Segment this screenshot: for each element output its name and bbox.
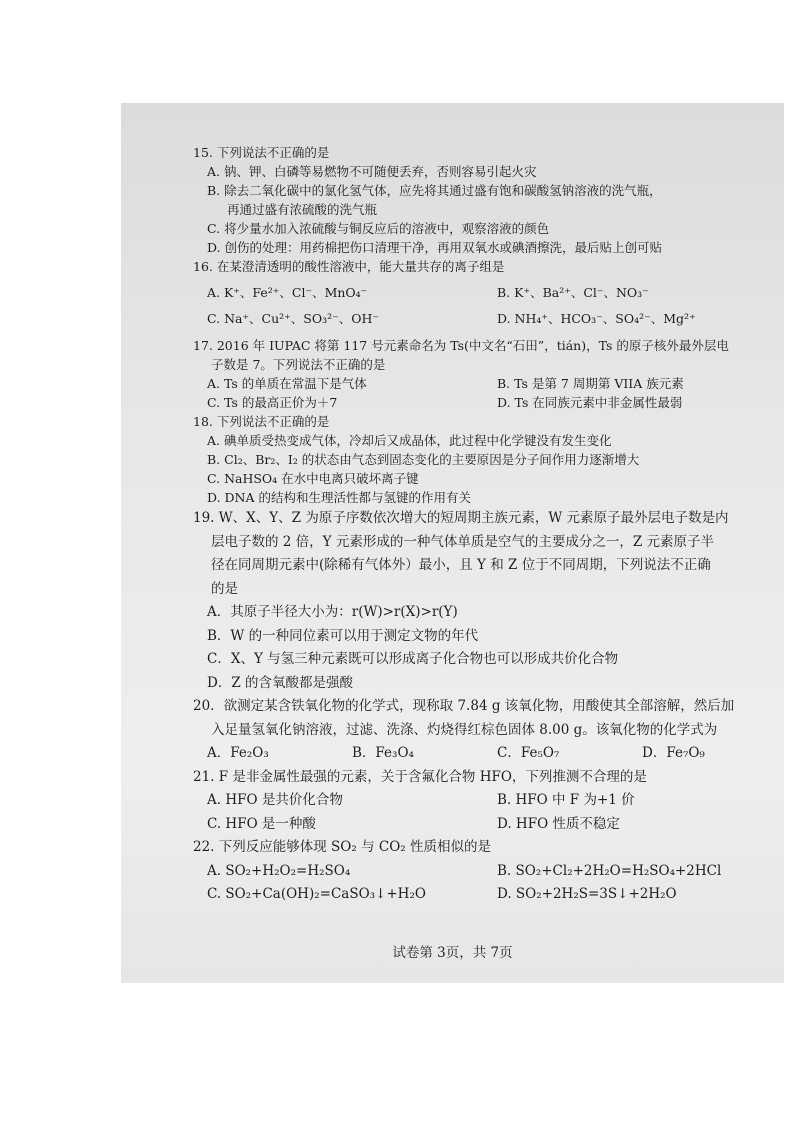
question-15-option-d: D. 创伤的处理：用药棉把伤口清理干净，再用双氧水或碘酒擦洗，最后贴上创可贴 <box>207 240 663 255</box>
question-22-options-row2 <box>193 883 768 907</box>
question-19-option-a: A．其原子半径大小为：r(W)>r(X)>r(Y) <box>207 604 458 620</box>
question-18-stem: 18. 下列说法不正确的是 <box>193 414 330 429</box>
question-21-option-a: A. HFO 是共价化合物 <box>207 792 343 808</box>
question-20-stem: 20．欲测定某含铁氧化物的化学式，现称取 7.84 g 该氧化物，用酸使其全部溶解，然后加 <box>193 698 735 714</box>
question-16-option-a: A. K⁺、Fe²⁺、Cl⁻、MnO₄⁻ <box>207 285 368 300</box>
question-15-option-b: B. 除去二氧化碳中的氯化氢气体，应先将其通过盛有饱和碳酸氢钠溶液的洗气瓶， <box>207 183 662 198</box>
question-17-option-a: A. Ts 的单质在常温下是气体 <box>207 376 367 391</box>
question-19-stem-cont-3: 的是 <box>211 580 238 597</box>
question-15-option-c: C. 将少量水加入浓硫酸与铜反应后的溶液中，观察溶液的颜色 <box>207 221 550 236</box>
question-16-option-d: D. NH₄⁺、HCO₃⁻、SO₄²⁻、Mg²⁺ <box>497 311 696 326</box>
question-22-options-row1 <box>193 860 768 884</box>
question-19 <box>193 507 768 695</box>
question-22-option-d: D. SO₂+2H₂S=3S↓+2H₂O <box>497 886 677 902</box>
question-16-options-row1 <box>193 280 768 306</box>
question-15 <box>193 143 768 257</box>
page-footer: 试卷第 3页，共 7页 <box>392 945 513 961</box>
question-16 <box>193 257 768 332</box>
question-19-option-c: C．X、Y 与氢三种元素既可以形成离子化合物也可以形成共价化合物 <box>207 651 619 667</box>
question-17-option-b: B. Ts 是第 7 周期第 VIIA 族元素 <box>497 376 684 391</box>
question-21-options-row1 <box>193 789 768 813</box>
question-17-stem: 17. 2016 年 IUPAC 将第 117 号元素命名为 Ts(中文名“石田”，tián)，Ts 的原子核外最外层电 <box>193 338 729 353</box>
question-19-stem-cont-2: 径在同周期元素中(除稀有气体外）最小，且 Y 和 Z 位于不同周期，下列说法不正确 <box>211 557 711 573</box>
question-20-option-c: C．Fe₅O₇ <box>497 745 560 761</box>
question-20-option-b: B．Fe₃O₄ <box>352 745 414 761</box>
question-20-options-row <box>193 742 768 766</box>
question-22-option-c: C. SO₂+Ca(OH)₂=CaSO₃↓+H₂O <box>207 886 426 902</box>
question-21-stem: 21. F 是非金属性最强的元素，关于含氟化合物 HFO，下列推测不合理的是 <box>193 768 647 785</box>
question-17-options-row2 <box>193 393 768 412</box>
question-18-option-a: A. 碘单质受热变成气体，冷却后又成晶体，此过程中化学键没有发生变化 <box>207 433 612 448</box>
question-21-option-d: D. HFO 性质不稳定 <box>497 815 620 832</box>
question-17-option-d: D. Ts 在同族元素中非金属性最弱 <box>497 395 683 410</box>
question-16-option-c: C. Na⁺、Cu²⁺、SO₃²⁻、OH⁻ <box>207 311 379 326</box>
question-16-stem: 16. 在某澄清透明的酸性溶液中，能大量共存的离子组是 <box>193 259 505 274</box>
question-22-stem: 22. 下列反应能够体现 SO₂ 与 CO₂ 性质相似的是 <box>193 839 491 855</box>
question-22 <box>193 836 768 907</box>
question-21-option-c: C. HFO 是一种酸 <box>207 815 316 832</box>
question-22-option-b: B. SO₂+Cl₂+2H₂O=H₂SO₄+2HCl <box>497 862 722 879</box>
question-20-option-d: D．Fe₇O₉ <box>642 745 705 761</box>
question-22-option-a: A. SO₂+H₂O₂=H₂SO₄ <box>207 862 351 879</box>
question-17-option-c: C. Ts 的最高正价为＋7 <box>207 395 338 410</box>
question-19-option-d: D．Z 的含氧酸都是强酸 <box>207 674 353 691</box>
question-19-option-b: B．W 的一种同位素可以用于测定文物的年代 <box>207 627 479 644</box>
question-15-option-b-cont: 再通过盛有浓硫酸的洗气瓶 <box>227 202 378 217</box>
question-19-stem: 19. W、X、Y、Z 为原子序数依次增大的短周期主族元素，W 元素原子最外层电子数是内 <box>193 510 729 526</box>
question-18-option-d: D. DNA 的结构和生理活性都与氢键的作用有关 <box>207 490 471 505</box>
question-15-option-a: A. 钠、钾、白磷等易燃物不可随便丢弃，否则容易引起火灾 <box>207 164 537 179</box>
question-16-option-b: B. K⁺、Ba²⁺、Cl⁻、NO₃⁻ <box>497 285 649 300</box>
questions-area <box>193 143 768 907</box>
question-15-stem: 15. 下列说法不正确的是 <box>193 145 330 160</box>
question-21-option-b: B. HFO 中 F 为+1 价 <box>497 792 635 808</box>
question-18 <box>193 412 768 507</box>
question-18-option-b: B. Cl₂、Br₂、I₂ 的状态由气态到固态变化的主要原因是分子间作用力逐渐增大 <box>207 452 640 467</box>
exam-page <box>121 103 784 983</box>
question-21 <box>193 766 768 837</box>
question-16-options-row2 <box>193 306 768 332</box>
question-21-options-row2 <box>193 813 768 837</box>
question-17-options-row1 <box>193 374 768 393</box>
question-17 <box>193 336 768 412</box>
question-18-option-c: C. NaHSO₄ 在水中电离只破坏离子键 <box>207 471 419 486</box>
question-20-stem-cont: 入足量氢氧化钠溶液，过滤、洗涤、灼烧得红棕色固体 8.00 g。该氧化物的化学式为 <box>211 721 718 738</box>
question-19-stem-cont-1: 层电子数的 2 倍，Y 元素形成的一种气体单质是空气的主要成分之一，Z 元素原子半 <box>211 533 715 550</box>
question-17-stem-cont: 子数是 7。下列说法不正确的是 <box>211 357 386 372</box>
question-20-option-a: A．Fe₂O₃ <box>207 745 269 761</box>
question-20 <box>193 695 768 766</box>
